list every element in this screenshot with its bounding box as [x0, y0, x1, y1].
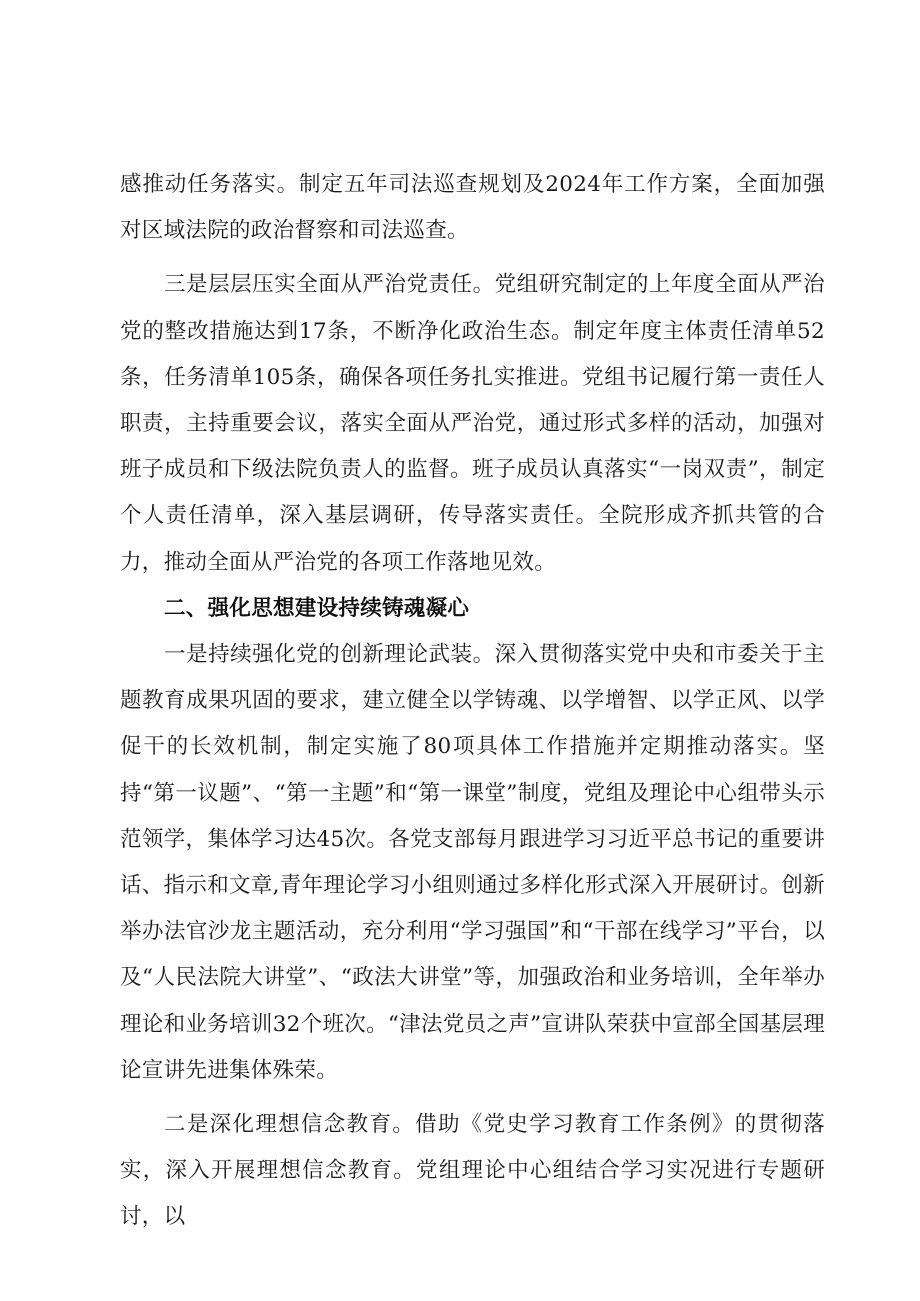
document-page	[120, 162, 825, 1241]
paragraph-strict-governance: 三是层层压实全面从严治党责任。党组研究制定的上年度全面从严治党的整改措施达到17条，不断净化政治生态。制定年度主体责任清单52条，任务清单105条，确保各项任务扎实推进。党组书记履行第一责任人职责，主持重要会议，落实全面从严治党，通过形式多样的活动，加强对班子成员和下级法院负责人的监督。班子成员认真落实“一岗双责”，制定个人责任清单，深入基层调研，传导落实责任。全院形成齐抓共管的合力，推动全面从严治党的各项工作落地见效。	[120, 272, 825, 575]
paragraph-continuation: 感推动任务落实。制定五年司法巡查规划及2024年工作方案，全面加强对区域法院的政治督察和司法巡查。	[120, 172, 825, 244]
section-heading: 二、强化思想建设持续铸魂凝心	[164, 595, 470, 621]
paragraph-gap	[120, 254, 825, 262]
paragraph-theory-arming: 一是持续强化党的创新理论武装。深入贯彻落实党中央和市委关于主题教育成果巩固的要求，建立健全以学铸魂、以学增智、以学正风、以学促干的长效机制，制定实施了80项具体工作措施并定期推动落实。坚持“第一议题”、“第一主题”和“第一课堂”制度，党组及理论中心组带头示范领学，集体学习达45次。各党支部每月跟进学习习近平总书记的重要讲话、指示和文章,青年理论学习小组则通过多样化形式深入开展研讨。创新举办法官沙龙主题活动，充分利用“学习强国”和“干部在线学习”平台，以及“人民法院大讲堂”、“政法大讲堂”等，加强政治和业务培训，全年举办理论和业务培训32个班次。“津法党员之声”宣讲队荣获中宣部全国基层理论宣讲先进集体殊荣。	[120, 642, 825, 1083]
paragraph-ideals-education: 二是深化理想信念教育。借助《党史学习教育工作条例》的贯彻落实，深入开展理想信念教育。党组理论中心组结合学习实况进行专题研讨，以	[120, 1112, 825, 1230]
paragraph-gap	[120, 1094, 825, 1102]
